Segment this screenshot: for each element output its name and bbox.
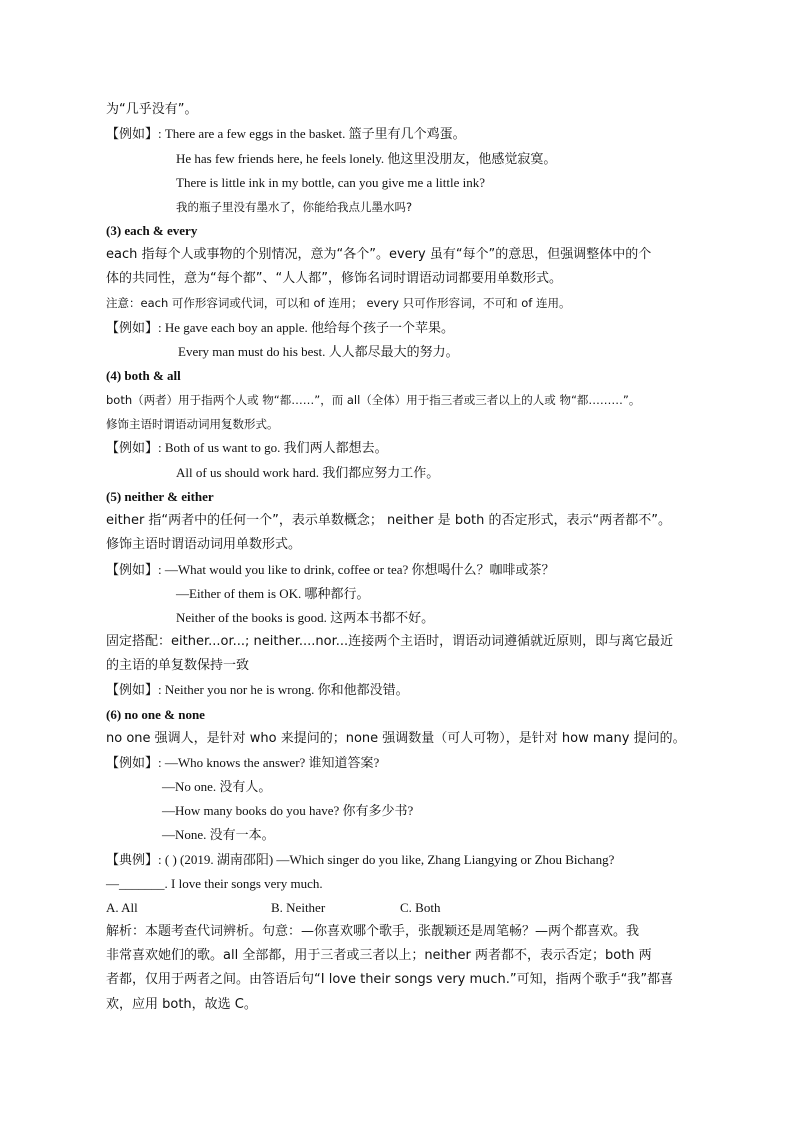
example-line: He has few friends here, he feels lonely. 他这里没朋友，他感觉寂寞。 [176, 151, 557, 166]
example-line: 我的瓶子里没有墨水了，你能给我点儿墨水吗? [176, 200, 413, 214]
section-heading: (5) neither & either [106, 489, 214, 504]
text-line: 固定搭配：either...or...; neither....nor...连接两个主语时，谓语动词遵循就近原则，即与离它最近 [106, 634, 674, 649]
example-line: 【例如】: Both of us want to go. 我们两人都想去。 [106, 440, 388, 455]
analysis-line: 非常喜欢她们的歌。all 全部都，用于三者或三者以上；neither 两者都不，表示否定；both 两 [106, 948, 652, 963]
example-line: 【例如】: Neither you nor he is wrong. 你和他都没错。 [106, 682, 409, 697]
option-c: C. Both [400, 900, 441, 915]
note-line: 注意：each 可作形容词或代词，可以和 of 连用； every 只可作形容词，不可和 of 连用。 [106, 296, 571, 310]
text-line: both（两者）用于指两个人或 物“都……”，而 all（全体）用于指三者或三者以上的人或 物“都………”。 [106, 393, 641, 407]
example-line: 【例如】: There are a few eggs in the basket. 篮子里有几个鸡蛋。 [106, 126, 466, 141]
example-line: All of us should work hard. 我们都应努力工作。 [176, 465, 440, 480]
example-line: —How many books do you have? 你有多少书? [162, 803, 414, 818]
analysis-line: 者都，仅用于两者之间。由答语后句“I love their songs very much.”可知，指两个歌手“我”都喜 [106, 972, 674, 987]
text-line: 的主语的单复数保持一致 [106, 658, 250, 673]
analysis-line: 欢，应用 both，故选 C。 [106, 997, 257, 1012]
example-line: There is little ink in my bottle, can you give me a little ink? [176, 175, 486, 190]
example-line: —None. 没有一本。 [162, 827, 275, 842]
example-line: —No one. 没有人。 [162, 779, 272, 794]
text-line: 修饰主语时谓语动词用复数形式。 [106, 417, 279, 431]
text-line: 修饰主语时谓语动词用单数形式。 [106, 537, 302, 552]
text-line: 体的共同性，意为“每个都”、“人人都”，修饰名词时谓语动词都要用单数形式。 [106, 271, 562, 286]
example-line: 【例如】: —What would you like to drink, coffee or tea? 你想喝什么？咖啡或茶？ [106, 562, 555, 577]
question-line: —_______. I love their songs very much. [106, 876, 323, 891]
section-heading: (4) both & all [106, 368, 181, 383]
section-heading: (3) each & every [106, 223, 198, 238]
text-line: each 指每个人或事物的个别情况，意为“各个”。every 虽有“每个”的意思，但强调整体中的个 [106, 247, 652, 262]
text-line: either 指“两者中的任何一个”，表示单数概念； neither 是 both 的否定形式，表示“两者都不”。 [106, 513, 671, 528]
example-line: 【例如】: —Who knows the answer? 谁知道答案? [106, 755, 380, 770]
question-line: 【典例】: ( ) (2019. 湖南邵阳) —Which singer do you like, Zhang Liangying or Zhou Bichang? [106, 852, 615, 867]
example-line: Neither of the books is good. 这两本书都不好。 [176, 610, 435, 625]
text-line: 为“几乎没有”。 [106, 102, 198, 117]
section-heading: (6) no one & none [106, 707, 205, 722]
example-line: 【例如】: He gave each boy an apple. 他给每个孩子一个苹果。 [106, 320, 455, 335]
text-line: no one 强调人，是针对 who 来提问的；none 强调数量（可人可物），是针对 how many 提问的。 [106, 731, 686, 746]
option-a: A. All [106, 900, 138, 915]
analysis-line: 解析：本题考查代词辨析。句意：—你喜欢哪个歌手，张靓颖还是周笔畅？—两个都喜欢。我 [106, 924, 640, 939]
example-line: —Either of them is OK. 哪种都行。 [176, 586, 370, 601]
example-line: Every man must do his best. 人人都尽最大的努力。 [178, 344, 459, 359]
option-b: B. Neither [271, 900, 326, 915]
